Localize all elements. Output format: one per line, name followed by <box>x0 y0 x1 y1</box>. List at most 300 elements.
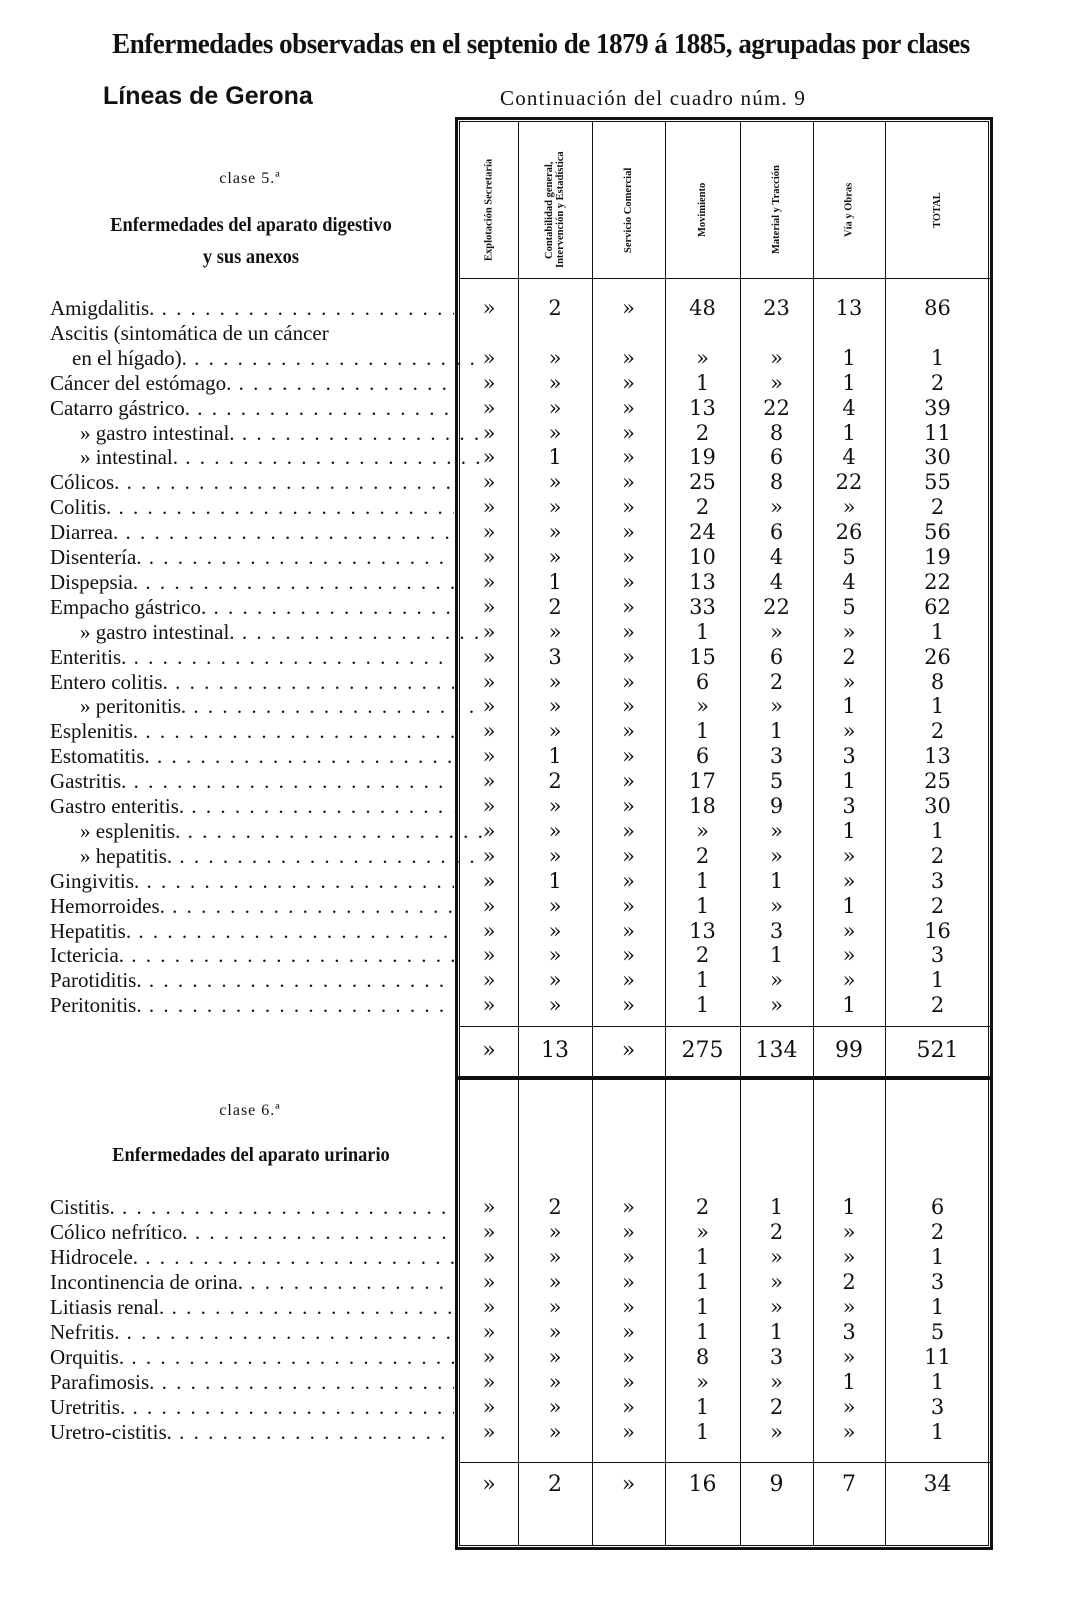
cell-material: » <box>770 968 783 993</box>
cell-material: 9 <box>769 794 784 818</box>
disease-label: Ictericia. . . . <box>50 943 454 968</box>
cell-contabilidad: 3 <box>548 644 562 669</box>
cell-comercial: » <box>622 943 635 968</box>
disease-label: Cistitis. . . . <box>50 1195 454 1220</box>
class5-row <box>0 371 1082 396</box>
disease-label: Incontinencia de orina. . . . <box>50 1270 454 1295</box>
cell-total: 1 <box>930 968 945 993</box>
cell-material: » <box>770 1245 783 1269</box>
cell-total: 55 <box>924 470 951 495</box>
cell-via-obras: 1 <box>842 993 856 1018</box>
cell-total: 13 <box>924 744 951 769</box>
class6-row <box>0 1295 1082 1320</box>
cell-comercial: » <box>622 345 635 370</box>
disease-label: » gastro intestinal. . . . <box>50 421 484 446</box>
cell-explotacion: » <box>482 794 496 818</box>
column-header-material: Material y Tracción <box>771 165 782 255</box>
cell-via-obras: » <box>842 843 856 868</box>
cell-explotacion: » <box>482 1320 496 1344</box>
cell-contabilidad: » <box>548 794 562 818</box>
cell-via-obras: 1 <box>842 345 856 370</box>
disease-label: Disentería. . . . <box>50 545 454 570</box>
cell-via-obras: 1 <box>842 893 856 918</box>
cell-explotacion: » <box>482 594 496 619</box>
cell-movimiento: 2 <box>695 420 710 445</box>
cell-comercial: » <box>622 1270 635 1294</box>
disease-label: Uretritis. . . . <box>50 1395 454 1420</box>
cell-total: 2 <box>930 993 945 1018</box>
cell-movimiento: 1 <box>695 719 710 744</box>
cell-movimiento: » <box>696 345 709 370</box>
cell-contabilidad: 2 <box>548 594 562 619</box>
cell-contabilidad: » <box>548 370 562 395</box>
disease-label: Uretro-cistitis. . . . <box>50 1420 454 1445</box>
cell-material: » <box>770 1370 783 1394</box>
cell-contabilidad: » <box>548 719 562 744</box>
cell-contabilidad: » <box>548 395 562 420</box>
cell-via-obras: 5 <box>842 545 856 569</box>
cell-explotacion: » <box>482 868 496 893</box>
cell-comercial: » <box>622 495 635 520</box>
class5-row <box>0 296 1082 321</box>
class6-row <box>0 1320 1082 1345</box>
disease-label: Parotiditis. . . . <box>50 968 454 993</box>
cell-explotacion: » <box>482 968 496 993</box>
cell-explotacion: » <box>482 1345 496 1369</box>
cell-contabilidad: 2 <box>548 769 562 794</box>
cell-total: 1 <box>930 1245 945 1269</box>
cell-movimiento: 1 <box>695 619 710 644</box>
cell-contabilidad: » <box>548 918 562 943</box>
cell-via-obras: » <box>842 968 856 993</box>
class6-totals-row <box>0 1472 1082 1497</box>
cell-material: 3 <box>769 918 784 943</box>
cell-comercial: » <box>622 569 635 594</box>
disease-label: Esplenitis. . . . <box>50 719 454 744</box>
cell-explotacion: » <box>482 370 496 395</box>
column-header-movimiento: Movimiento <box>697 182 708 238</box>
cell-total: 11 <box>924 1345 951 1369</box>
class6-row <box>0 1220 1082 1245</box>
cell-comercial: » <box>622 968 635 993</box>
cell-material: » <box>770 619 783 644</box>
cell-material: 2 <box>769 669 784 694</box>
cell-via-obras: 1 <box>842 694 856 719</box>
class5-row <box>0 495 1082 520</box>
class5-row <box>0 719 1082 744</box>
cell-total: 30 <box>924 445 951 470</box>
disease-label: Peritonitis. . . . <box>50 993 454 1018</box>
cell-total: 62 <box>924 594 951 619</box>
cell-via-obras: 22 <box>835 470 863 495</box>
cell-total: 1 <box>930 345 945 370</box>
cell-movimiento: 1 <box>695 993 710 1018</box>
cell-comercial: » <box>622 594 635 619</box>
class-separator-rule <box>457 1076 991 1080</box>
cell-explotacion: » <box>482 445 496 470</box>
cell-contabilidad: » <box>548 495 562 520</box>
cell-contabilidad: » <box>548 520 562 545</box>
cell-movimiento: 1 <box>695 1245 710 1269</box>
cell-comercial: » <box>622 445 635 470</box>
cell-contabilidad: 2 <box>548 296 562 320</box>
class5-totals-row <box>0 1038 1082 1063</box>
cell-explotacion: » <box>482 993 496 1018</box>
total-comercial: » <box>621 1038 636 1063</box>
total-material: 134 <box>755 1038 798 1063</box>
cell-explotacion: » <box>482 569 496 594</box>
column-header-explotacion: Explotación Secretaría <box>483 158 495 262</box>
class5-row <box>0 421 1082 446</box>
cell-total: 2 <box>930 370 945 395</box>
cell-explotacion: » <box>482 893 496 918</box>
cell-movimiento: 8 <box>695 1345 710 1369</box>
cell-comercial: » <box>622 395 635 420</box>
cell-movimiento: 25 <box>689 470 716 495</box>
cell-via-obras: 1 <box>842 769 856 794</box>
cell-contabilidad: » <box>548 669 562 694</box>
cell-comercial: » <box>622 1245 635 1269</box>
disease-label: Entero colitis. . . . <box>50 670 454 695</box>
cell-movimiento: 48 <box>689 296 716 320</box>
cell-explotacion: » <box>482 1420 496 1444</box>
cell-explotacion: » <box>482 619 496 644</box>
cell-comercial: » <box>622 993 635 1018</box>
cell-material: » <box>770 345 783 370</box>
cell-movimiento: 1 <box>695 868 710 893</box>
disease-label: Estomatitis. . . . <box>50 744 454 769</box>
cell-comercial: » <box>622 669 635 694</box>
cell-material: 22 <box>763 395 790 420</box>
cell-movimiento: 15 <box>689 644 716 669</box>
disease-label: Litiasis renal. . . . <box>50 1295 454 1320</box>
cell-explotacion: » <box>482 1245 496 1269</box>
cell-contabilidad: » <box>548 345 562 370</box>
class5-row <box>0 570 1082 595</box>
cell-comercial: » <box>622 470 635 495</box>
cell-via-obras: » <box>842 495 856 520</box>
cell-total: 3 <box>930 943 945 968</box>
cell-movimiento: » <box>696 694 709 719</box>
cell-explotacion: » <box>482 943 496 968</box>
column-header-via-obras: Vía y Obras <box>843 182 855 238</box>
disease-label: Cáncer del estómago. . . . <box>50 371 454 396</box>
cell-total: 2 <box>930 719 945 744</box>
cell-material: 6 <box>769 445 784 470</box>
cell-movimiento: 1 <box>695 370 710 395</box>
cell-movimiento: 24 <box>689 520 716 545</box>
cell-material: 1 <box>769 1320 784 1344</box>
class6-row <box>0 1420 1082 1445</box>
disease-label: Hemorroides. . . . <box>50 894 454 919</box>
cell-via-obras: 1 <box>842 818 856 843</box>
cell-explotacion: » <box>482 545 496 569</box>
cell-contabilidad: 2 <box>548 1195 562 1219</box>
disease-label: Orquitis. . . . <box>50 1345 454 1370</box>
disease-label: Empacho gástrico. . . . <box>50 595 454 620</box>
cell-total: 11 <box>924 420 951 445</box>
disease-label: Gastro enteritis. . . . <box>50 794 454 819</box>
cell-via-obras: 4 <box>842 569 856 594</box>
cell-contabilidad: » <box>548 619 562 644</box>
cell-movimiento: 13 <box>689 569 716 594</box>
total-contabilidad: 13 <box>541 1038 569 1063</box>
class5-title-line1: Enfermedades del aparato digestivo <box>110 214 392 236</box>
cell-total: 2 <box>930 1220 945 1244</box>
cell-total: 86 <box>924 296 951 320</box>
cell-comercial: » <box>622 1395 635 1419</box>
cell-material: 8 <box>769 420 784 445</box>
cell-total: 19 <box>924 545 951 569</box>
cell-movimiento: 2 <box>695 843 710 868</box>
cell-comercial: » <box>622 719 635 744</box>
cell-material: » <box>770 1270 783 1294</box>
disease-label: » esplenitis. . . . <box>50 819 484 844</box>
disease-label: en el hígado). . . . <box>50 346 476 371</box>
class5-row <box>0 520 1082 545</box>
cell-material: 3 <box>769 744 784 769</box>
cell-movimiento: 2 <box>695 943 710 968</box>
class5-row <box>0 919 1082 944</box>
cell-total: 5 <box>930 1320 945 1344</box>
cell-comercial: » <box>622 1420 635 1444</box>
cell-movimiento: 13 <box>689 918 716 943</box>
cell-via-obras: 2 <box>842 1270 856 1294</box>
cell-total: 3 <box>930 868 945 893</box>
class5-row <box>0 321 1082 346</box>
cell-via-obras: 1 <box>842 1195 856 1219</box>
class5-row <box>0 396 1082 421</box>
total-comercial: » <box>621 1472 636 1497</box>
cell-material: » <box>770 1295 783 1319</box>
cell-explotacion: » <box>482 669 496 694</box>
total-via-obras: 99 <box>835 1038 863 1063</box>
disease-label: Parafimosis. . . . <box>50 1370 454 1395</box>
class6-title: Enfermedades del aparato urinario <box>112 1144 390 1166</box>
cell-movimiento: » <box>696 818 709 843</box>
cell-contabilidad: 1 <box>548 868 562 893</box>
cell-explotacion: » <box>482 1270 496 1294</box>
cell-material: 1 <box>769 868 784 893</box>
class6-row <box>0 1395 1082 1420</box>
cell-total: 2 <box>930 495 945 520</box>
cell-via-obras: » <box>842 868 856 893</box>
cell-via-obras: 3 <box>842 744 856 769</box>
cell-via-obras: » <box>842 1295 856 1319</box>
cell-explotacion: » <box>482 719 496 744</box>
class5-row <box>0 545 1082 570</box>
cell-via-obras: 26 <box>835 520 863 545</box>
cell-contabilidad: » <box>548 843 562 868</box>
cell-via-obras: 3 <box>842 1320 856 1344</box>
cell-movimiento: 1 <box>695 1320 710 1344</box>
cell-contabilidad: 1 <box>548 744 562 769</box>
cell-movimiento: 6 <box>695 669 710 694</box>
cell-contabilidad: » <box>548 993 562 1018</box>
class5-row <box>0 993 1082 1018</box>
cell-comercial: » <box>622 1295 635 1319</box>
cell-explotacion: » <box>482 520 496 545</box>
class5-row <box>0 645 1082 670</box>
total-movimiento: 275 <box>681 1038 724 1063</box>
disease-label: Enteritis. . . . <box>50 645 454 670</box>
disease-label: Gingivitis. . . . <box>50 869 454 894</box>
cell-comercial: » <box>622 1220 635 1244</box>
cell-via-obras: 5 <box>842 594 856 619</box>
class5-row <box>0 943 1082 968</box>
cell-explotacion: » <box>482 1395 496 1419</box>
class5-row <box>0 869 1082 894</box>
cell-via-obras: » <box>842 1395 856 1419</box>
cell-comercial: » <box>622 893 635 918</box>
cell-total: 25 <box>924 769 951 794</box>
disease-label: » hepatitis. . . . <box>50 844 484 869</box>
cell-via-obras: 1 <box>842 1370 856 1394</box>
cell-comercial: » <box>622 1345 635 1369</box>
cell-total: 26 <box>924 644 951 669</box>
total-total: 34 <box>923 1472 952 1497</box>
class5-row <box>0 620 1082 645</box>
cell-contabilidad: » <box>548 818 562 843</box>
class5-row <box>0 894 1082 919</box>
cell-movimiento: 1 <box>695 1420 710 1444</box>
cell-movimiento: 17 <box>689 769 716 794</box>
cell-explotacion: » <box>482 644 496 669</box>
cell-comercial: » <box>622 868 635 893</box>
total-movimiento: 16 <box>688 1472 717 1497</box>
total-explotacion: » <box>482 1038 496 1063</box>
cell-material: » <box>770 818 783 843</box>
class5-row <box>0 445 1082 470</box>
cell-explotacion: » <box>482 395 496 420</box>
cell-total: 2 <box>930 893 945 918</box>
cell-movimiento: 10 <box>689 545 716 569</box>
cell-contabilidad: » <box>548 470 562 495</box>
cell-material: 1 <box>769 719 784 744</box>
cell-total: 1 <box>930 1370 945 1394</box>
total-total: 521 <box>916 1038 959 1063</box>
cell-contabilidad: » <box>548 1420 562 1444</box>
cell-via-obras: » <box>842 1220 856 1244</box>
cell-total: 1 <box>930 818 945 843</box>
disease-label: Ascitis (sintomática de un cáncer <box>50 320 329 345</box>
cell-movimiento: 33 <box>689 594 716 619</box>
cell-via-obras: » <box>842 943 856 968</box>
cell-material: 8 <box>769 470 784 495</box>
cell-movimiento: 13 <box>689 395 716 420</box>
cell-total: 1 <box>930 619 945 644</box>
continuation-label: Continuación del cuadro núm. 9 <box>500 86 807 110</box>
cell-material: 2 <box>769 1395 784 1419</box>
cell-material: 1 <box>769 1195 784 1219</box>
disease-label: Dispepsia. . . . <box>50 570 454 595</box>
cell-contabilidad: 1 <box>548 445 562 470</box>
cell-comercial: » <box>622 794 635 818</box>
disease-label: Nefritis. . . . <box>50 1320 454 1345</box>
cell-comercial: » <box>622 296 635 320</box>
cell-total: 1 <box>930 694 945 719</box>
cell-via-obras: » <box>842 1245 856 1269</box>
cell-comercial: » <box>622 1195 635 1219</box>
class5-row <box>0 346 1082 371</box>
cell-contabilidad: » <box>548 1395 562 1419</box>
cell-total: 3 <box>930 1395 945 1419</box>
class6-row <box>0 1370 1082 1395</box>
cell-movimiento: 1 <box>695 893 710 918</box>
cell-comercial: » <box>622 918 635 943</box>
cell-comercial: » <box>622 1370 635 1394</box>
class5-row <box>0 470 1082 495</box>
cell-total: 3 <box>930 1270 945 1294</box>
cell-total: 56 <box>924 520 951 545</box>
cell-contabilidad: » <box>548 893 562 918</box>
class6-row <box>0 1245 1082 1270</box>
cell-explotacion: » <box>482 420 496 445</box>
column-header-comercial: Servicio Comercial <box>623 167 634 253</box>
cell-explotacion: » <box>482 1295 496 1319</box>
cell-via-obras: » <box>842 1420 856 1444</box>
cell-explotacion: » <box>482 769 496 794</box>
cell-via-obras: 1 <box>842 420 856 445</box>
cell-movimiento: 19 <box>689 445 716 470</box>
cell-comercial: » <box>622 769 635 794</box>
cell-material: » <box>770 370 783 395</box>
cell-movimiento: 1 <box>695 968 710 993</box>
cell-material: » <box>770 893 783 918</box>
cell-explotacion: » <box>482 1370 496 1394</box>
disease-label: Diarrea. . . . <box>50 520 454 545</box>
cell-movimiento: 2 <box>695 495 710 520</box>
disease-label: » gastro intestinal. . . . <box>50 620 484 645</box>
column-header-total: TOTAL <box>932 192 943 228</box>
class5-total-rule <box>460 1026 990 1027</box>
cell-via-obras: » <box>842 918 856 943</box>
cell-movimiento: 1 <box>695 1270 710 1294</box>
disease-label: » peritonitis. . . . <box>50 694 484 719</box>
cell-comercial: » <box>622 694 635 719</box>
cell-comercial: » <box>622 619 635 644</box>
cell-via-obras: » <box>842 669 856 694</box>
cell-contabilidad: 1 <box>548 569 562 594</box>
cell-material: » <box>770 694 783 719</box>
disease-label: Colitis. . . . <box>50 495 454 520</box>
class6-total-rule <box>460 1462 990 1463</box>
disease-label: Hidrocele. . . . <box>50 1245 454 1270</box>
cell-material: 2 <box>769 1220 784 1244</box>
cell-comercial: » <box>622 1320 635 1344</box>
class5-row <box>0 794 1082 819</box>
cell-comercial: » <box>622 420 635 445</box>
cell-material: » <box>770 495 783 520</box>
cell-movimiento: » <box>696 1370 709 1394</box>
disease-label: Catarro gástrico. . . . <box>50 396 454 421</box>
total-explotacion: » <box>482 1472 496 1497</box>
cell-comercial: » <box>622 545 635 569</box>
cell-via-obras: » <box>842 619 856 644</box>
cell-via-obras: 1 <box>842 370 856 395</box>
cell-via-obras: 3 <box>842 794 856 818</box>
cell-total: 30 <box>924 794 951 818</box>
cell-total: 39 <box>924 395 951 420</box>
disease-label: Cólicos. . . . <box>50 470 454 495</box>
cell-explotacion: » <box>482 345 496 370</box>
cell-via-obras: 2 <box>842 644 856 669</box>
class6-row <box>0 1195 1082 1220</box>
cell-total: 8 <box>930 669 945 694</box>
cell-movimiento: 6 <box>695 744 710 769</box>
cell-movimiento: » <box>696 1220 709 1244</box>
cell-via-obras: » <box>842 719 856 744</box>
